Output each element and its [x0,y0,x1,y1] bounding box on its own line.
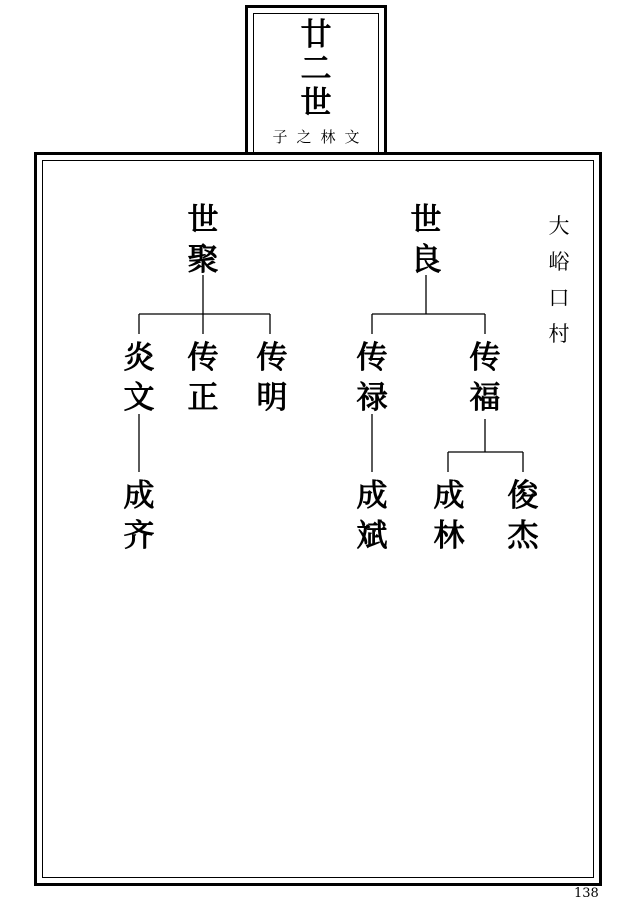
generation-char: 廿 [300,17,332,53]
person-cheng-qi [119,476,159,556]
generation-header-box [245,5,387,152]
village-char: 口 [548,286,570,310]
person-shi-liang [406,200,446,280]
page-number: 138 [574,886,599,901]
name-char: 聚 [187,242,219,278]
generation-char: 世 [300,85,332,121]
person-zhuan-ming [252,338,292,418]
name-char: 传 [356,340,388,376]
name-char: 明 [256,380,288,416]
person-cheng-bin [352,476,392,556]
name-char: 斌 [356,518,388,554]
person-zhuan-lu [352,338,392,418]
name-char: 良 [410,242,442,278]
person-shi-ju [183,200,223,280]
name-char: 俊 [507,478,539,514]
name-char: 正 [187,380,219,416]
name-char: 传 [187,340,219,376]
name-char: 炎 [123,340,155,376]
name-char: 传 [469,340,501,376]
name-char: 齐 [123,518,155,554]
generation-char: 二 [300,51,332,87]
name-char: 世 [187,202,219,238]
name-char: 杰 [507,518,539,554]
name-char: 传 [256,340,288,376]
name-char: 成 [433,478,465,514]
village-char: 大 [548,214,570,238]
branch-label: 子之林文 [272,128,369,146]
name-char: 成 [123,478,155,514]
person-zhuan-zheng [183,338,223,418]
generation-title [248,18,384,120]
person-yan-wen [119,338,159,418]
name-char: 林 [433,518,465,554]
village-char: 峪 [548,250,570,274]
name-char: 世 [410,202,442,238]
village-label [544,208,574,352]
person-cheng-lin [429,476,469,556]
person-jun-jie [503,476,543,556]
name-char: 文 [123,380,155,416]
name-char: 福 [469,380,501,416]
name-char: 成 [356,478,388,514]
name-char: 禄 [356,380,388,416]
person-zhuan-fu [465,338,505,418]
village-char: 村 [548,322,570,346]
